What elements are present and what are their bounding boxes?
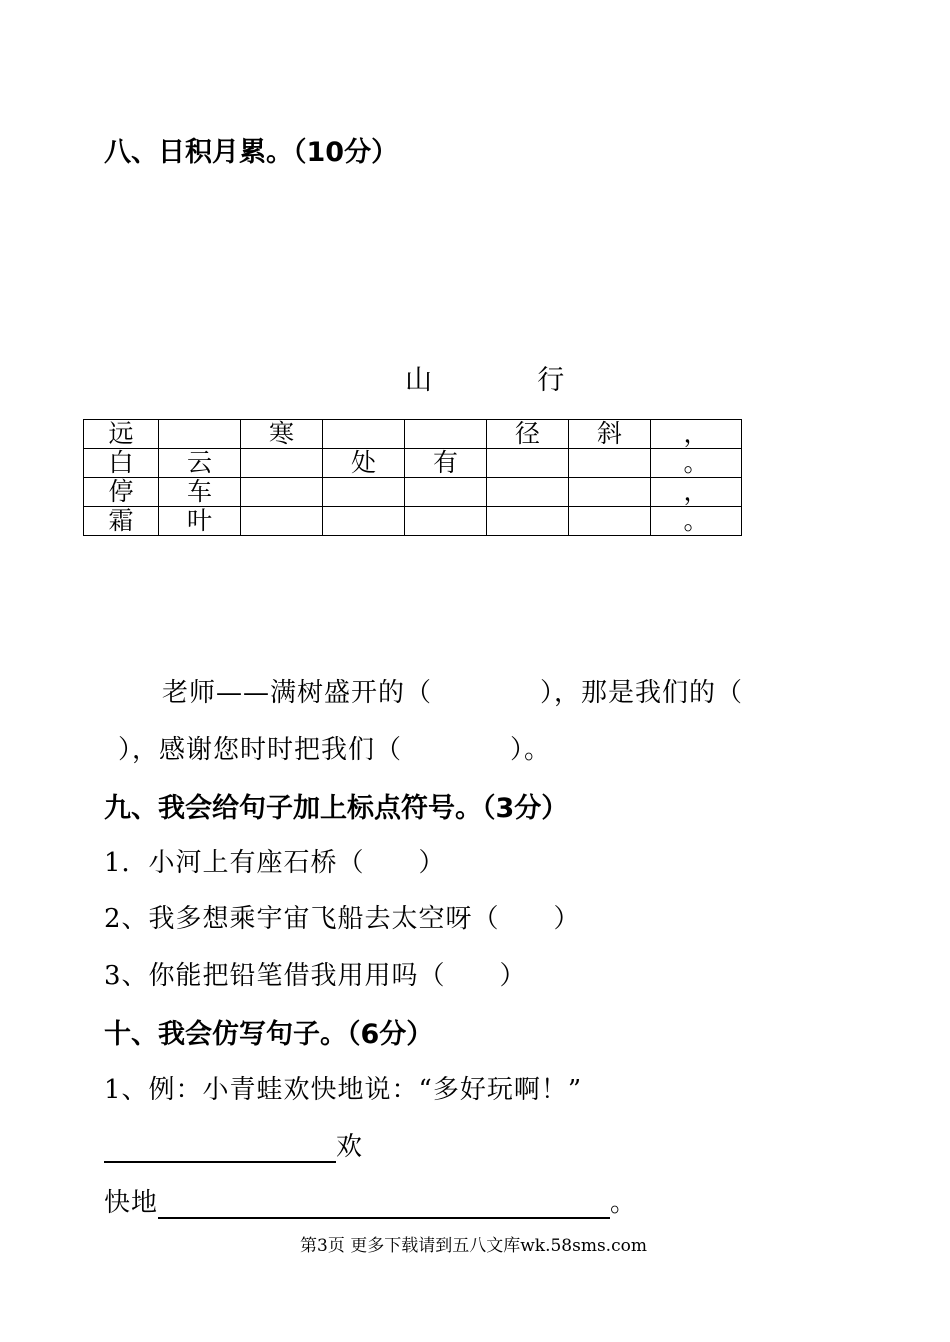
poem-cell: ，	[651, 478, 742, 507]
poem-row	[84, 449, 742, 478]
punctuation-item-3: 3、你能把铅笔借我用用吗（ ）	[104, 961, 527, 991]
answer-line-1-suffix: 欢	[336, 1132, 364, 1162]
punctuation-item-1: 1．小河上有座石桥（ ）	[104, 848, 446, 878]
poem-cell: 。	[651, 507, 742, 536]
poem-cell[interactable]	[405, 478, 487, 507]
poem-cell[interactable]	[569, 507, 651, 536]
poem-cell: ，	[651, 420, 742, 449]
poem-cell: 处	[323, 449, 405, 478]
page-footer: 第3页 更多下载请到五八文库wk.58sms.com	[300, 1236, 647, 1256]
poem-row	[84, 420, 742, 449]
poem-cell: 径	[487, 420, 569, 449]
poem-row	[84, 478, 742, 507]
answer-blank-2[interactable]	[158, 1191, 610, 1219]
poem-cell[interactable]	[323, 420, 405, 449]
poem-cell: 寒	[241, 420, 323, 449]
poem-title-char-2: 行	[537, 365, 565, 396]
poem-cell[interactable]	[487, 507, 569, 536]
answer-line-1	[104, 1126, 363, 1163]
poem-cell[interactable]	[241, 449, 323, 478]
poem-cell: 停	[84, 478, 159, 507]
poem-cell: 霜	[84, 507, 159, 536]
poem-cell: 远	[84, 420, 159, 449]
poem-cell[interactable]	[241, 507, 323, 536]
section8-heading: 八、日积月累。（10分）	[104, 137, 399, 168]
poem-cell: 白	[84, 449, 159, 478]
poem-cell[interactable]	[569, 478, 651, 507]
poem-row	[84, 507, 742, 536]
poem-cell[interactable]	[323, 478, 405, 507]
poem-cell: 斜	[569, 420, 651, 449]
poem-title-char-1: 山	[405, 365, 432, 396]
poem-cell: 叶	[159, 507, 241, 536]
answer-line-2-suffix: 。	[610, 1188, 638, 1218]
poem-cell[interactable]	[487, 478, 569, 507]
answer-blank-1[interactable]	[104, 1135, 336, 1163]
section9-heading: 九、我会给句子加上标点符号。（3分）	[104, 793, 569, 824]
poem-cell[interactable]	[487, 449, 569, 478]
poem-title	[405, 358, 564, 397]
poem-grid	[83, 419, 742, 536]
poem-cell[interactable]	[323, 507, 405, 536]
teacher-sentence-line1: 老师——满树盛开的（ ），那是我们的（	[162, 678, 744, 708]
poem-cell: 。	[651, 449, 742, 478]
poem-cell[interactable]	[405, 420, 487, 449]
poem-cell: 车	[159, 478, 241, 507]
imitation-example: 1、例：小青蛙欢快地说：“多好玩啊！”	[104, 1075, 583, 1105]
poem-cell: 有	[405, 449, 487, 478]
punctuation-item-2: 2、我多想乘宇宙飞船去太空呀（ ）	[104, 904, 581, 934]
answer-line-2	[104, 1182, 637, 1219]
section10-heading: 十、我会仿写句子。（6分）	[104, 1019, 434, 1050]
poem-cell[interactable]	[569, 449, 651, 478]
teacher-sentence-line2: ），感谢您时时把我们（ ）。	[118, 735, 552, 765]
poem-cell[interactable]	[241, 478, 323, 507]
answer-line-2-prefix: 快地	[104, 1188, 159, 1218]
poem-cell[interactable]	[159, 420, 241, 449]
poem-cell: 云	[159, 449, 241, 478]
poem-cell[interactable]	[405, 507, 487, 536]
